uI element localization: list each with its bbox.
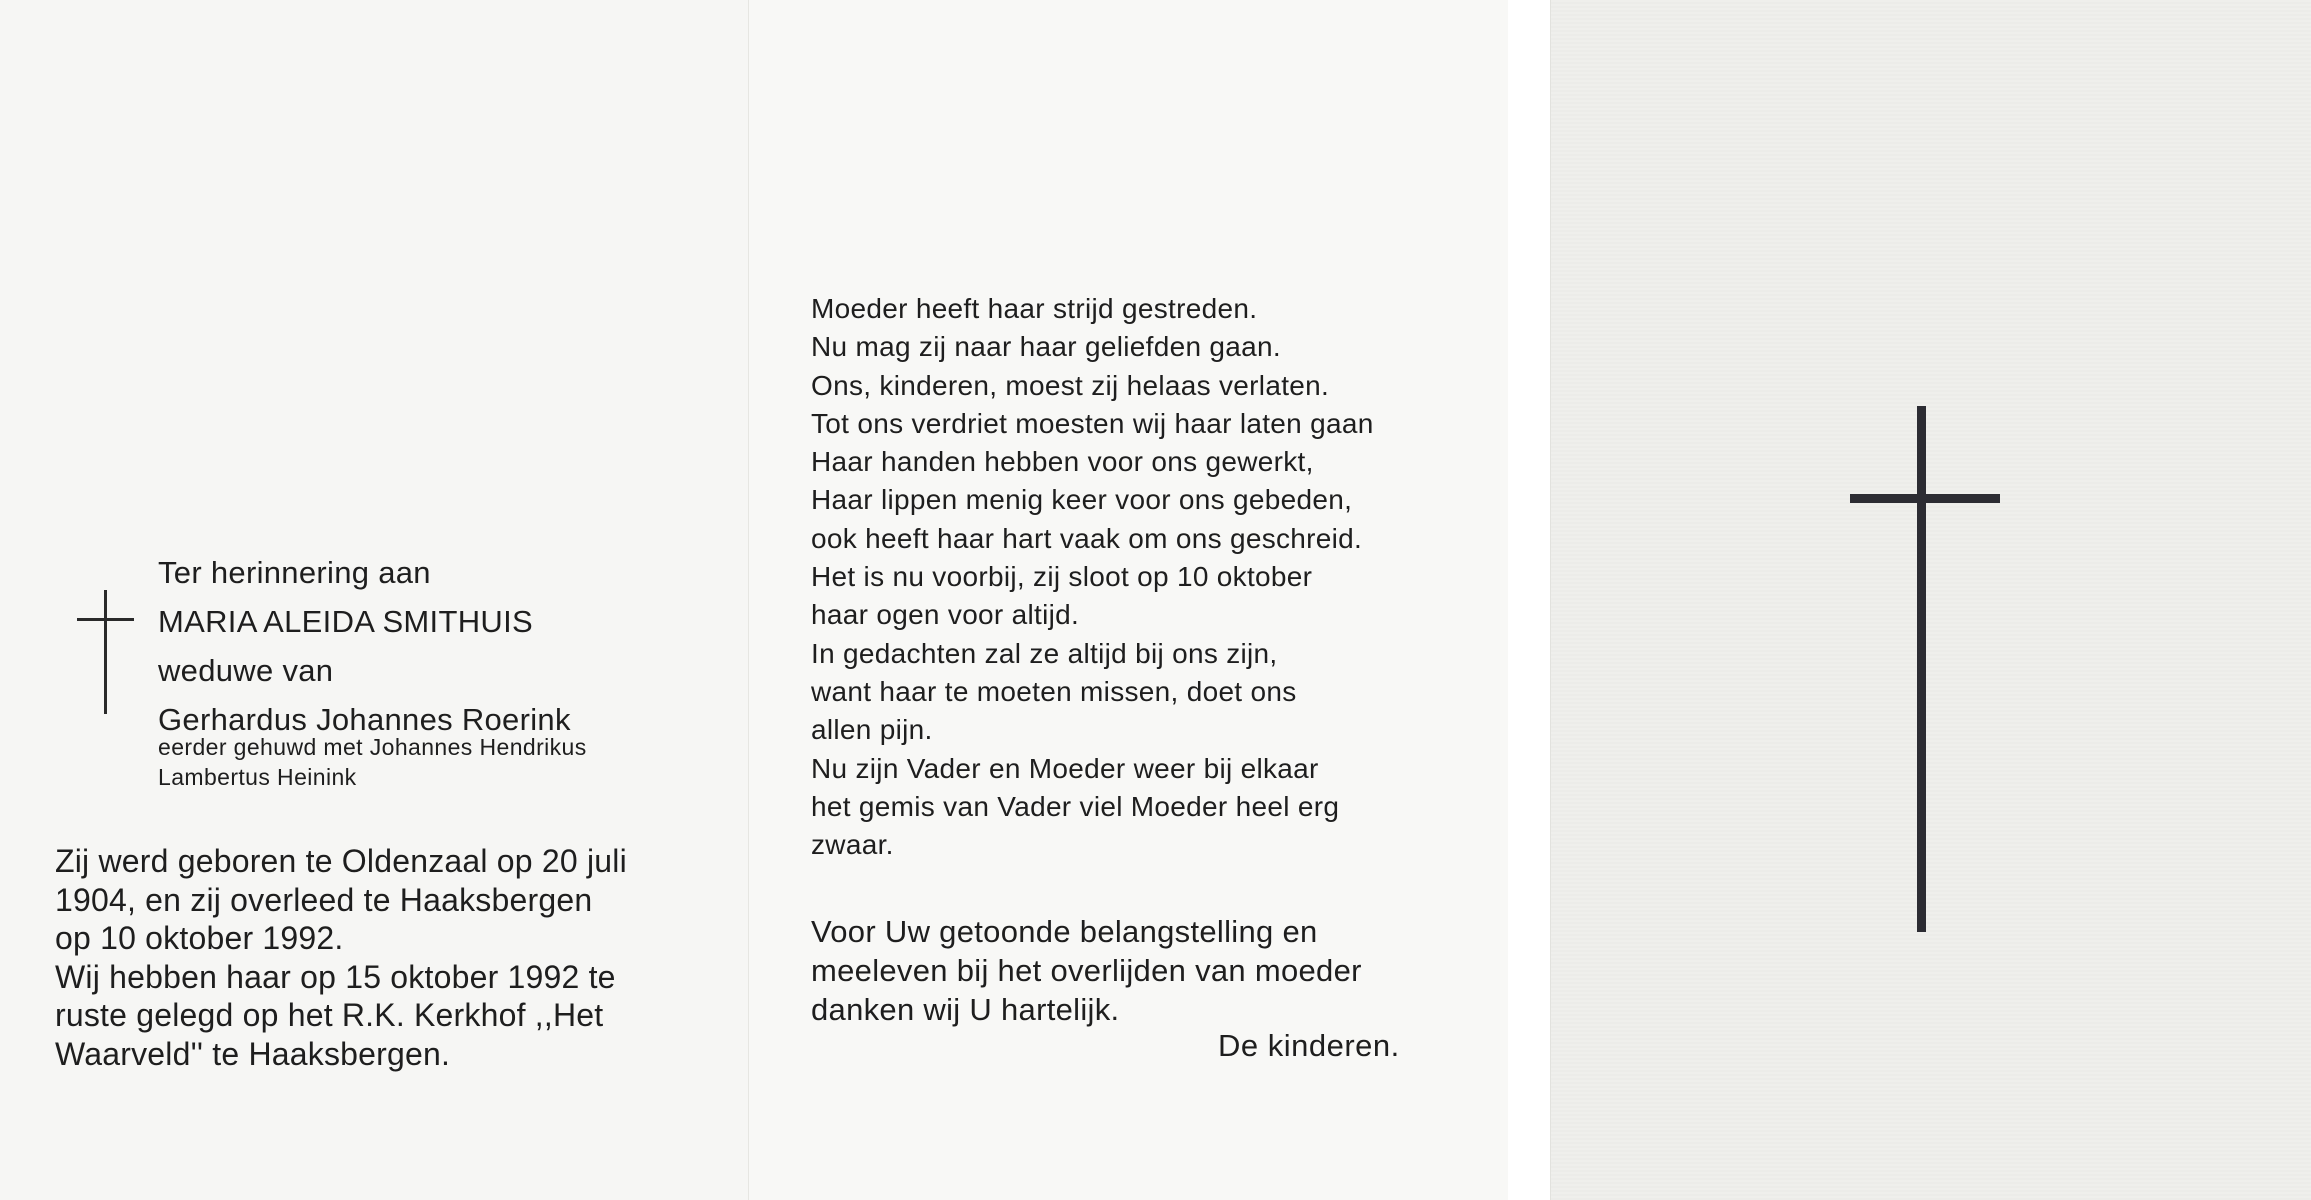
previous-marriage-note	[158, 732, 587, 792]
intro-line: weduwe van	[158, 653, 334, 688]
deceased-name: MARIA ALEIDA SMITHUIS	[158, 604, 533, 639]
biography-paragraph	[55, 842, 627, 1073]
poem-line: Tot ons verdriet moesten wij haar laten gaan	[811, 407, 1374, 439]
thanks-line: meeleven bij het overlijden van moeder	[811, 953, 1362, 988]
intro-line: Ter herinnering aan	[158, 555, 431, 590]
memorial-poem	[811, 290, 1374, 864]
large-cross-icon	[1917, 406, 1926, 932]
bio-line: 1904, en zij overleed te Haaksbergen	[55, 881, 593, 918]
poem-line: Nu mag zij naar haar geliefden gaan.	[811, 331, 1281, 363]
bio-line: Wij hebben haar op 15 oktober 1992 te	[55, 958, 616, 995]
poem-line: Moeder heeft haar strijd gestreden.	[811, 293, 1258, 324]
prev-marriage-line: Lambertus Heinink	[158, 764, 357, 790]
bio-line: ruste gelegd op het R.K. Kerkhof ,,Het	[55, 997, 604, 1033]
spouse-name: Gerhardus Johannes Roerink	[158, 702, 571, 737]
poem-line: het gemis van Vader viel Moeder heel erg	[811, 790, 1340, 822]
poem-line: haar ogen voor altijd.	[811, 599, 1080, 631]
bio-line: Waarveld'' te Haaksbergen.	[55, 1035, 451, 1072]
bio-line: Zij werd geboren te Oldenzaal op 20 juli	[55, 843, 627, 879]
thanks-paragraph	[811, 912, 1362, 1029]
poem-line: In gedachten zal ze altijd bij ons zijn,	[811, 637, 1278, 669]
large-cross-icon-crossbar	[1850, 494, 2000, 503]
thanks-line: danken wij U hartelijk.	[811, 992, 1120, 1027]
poem-line: Haar handen hebben voor ons gewerkt,	[811, 446, 1314, 478]
thanks-line: Voor Uw getoonde belangstelling en	[811, 914, 1318, 949]
small-cross-icon-crossbar	[77, 618, 134, 621]
card-gap	[1508, 0, 1550, 1200]
poem-line: ook heeft haar hart vaak om ons geschreid.	[811, 522, 1363, 554]
poem-line: want haar te moeten missen, doet ons	[811, 675, 1297, 707]
bio-line: op 10 oktober 1992.	[55, 920, 344, 956]
poem-line: Nu zijn Vader en Moeder weer bij elkaar	[811, 752, 1319, 784]
remembrance-heading	[158, 548, 571, 744]
poem-line: Haar lippen menig keer voor ons gebeden,	[811, 484, 1353, 516]
small-cross-icon	[104, 590, 107, 714]
poem-line: Het is nu voorbij, zij sloot op 10 oktober	[811, 561, 1313, 593]
prev-marriage-line: eerder gehuwd met Johannes Hendrikus	[158, 734, 587, 760]
poem-line: allen pijn.	[811, 714, 933, 746]
poem-line: Ons, kinderen, moest zij helaas verlaten.	[811, 369, 1330, 401]
card-left-panel	[0, 0, 748, 1200]
signature: De kinderen.	[1218, 1028, 1400, 1063]
card-cover-panel	[1550, 0, 2311, 1200]
poem-line: zwaar.	[811, 829, 894, 861]
